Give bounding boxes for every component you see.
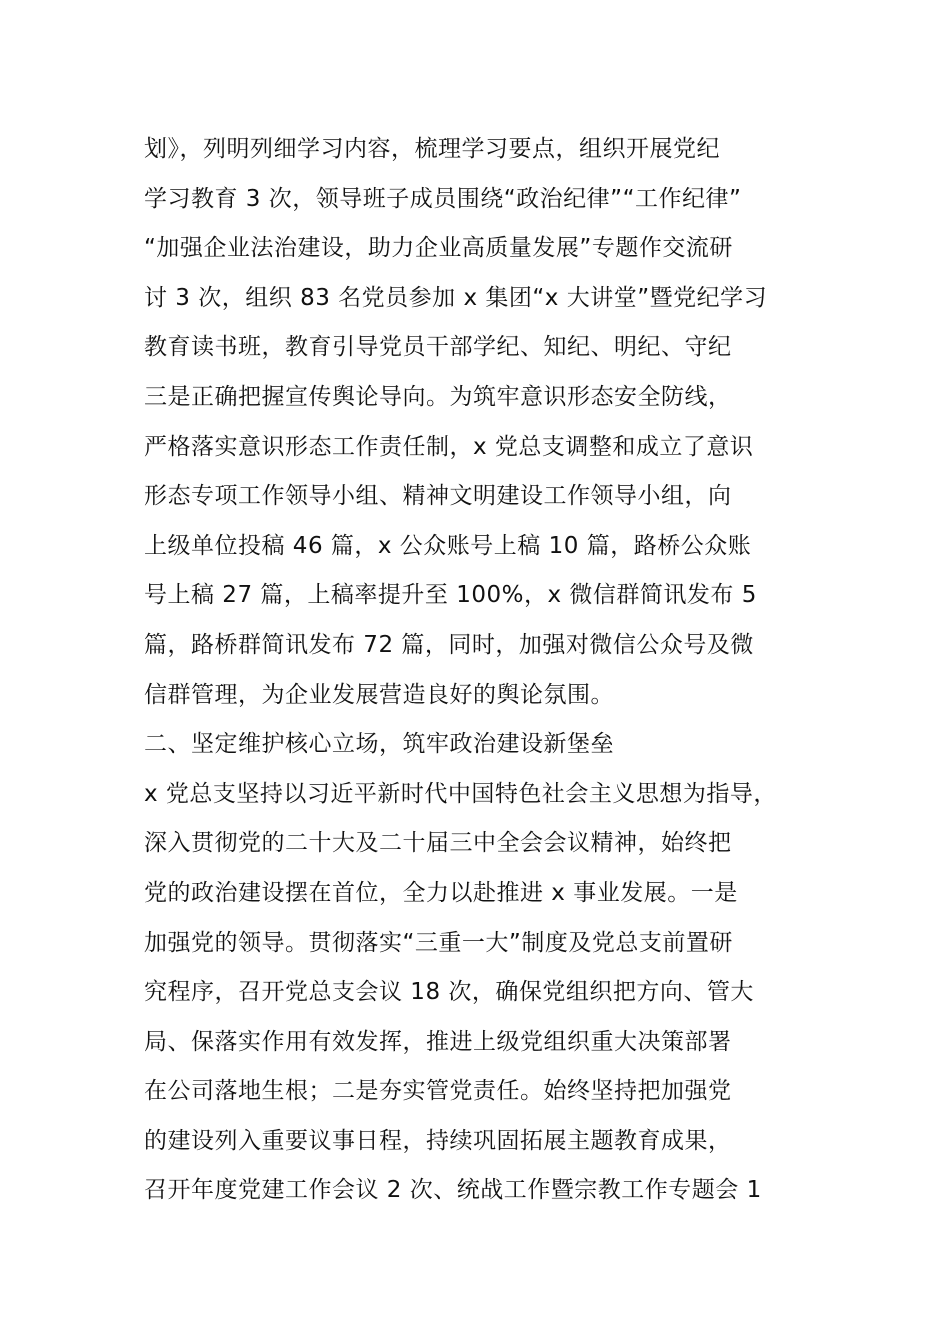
text-line: 学习教育 3 次，领导班子成员围绕“政治纪律”“工作纪律” — [144, 185, 742, 212]
text-line: 召开年度党建工作会议 2 次、统战工作暨宗教工作专题会 1 — [144, 1177, 762, 1204]
text-line: 篇，路桥群简讯发布 72 篇，同时，加强对微信公众号及微 — [144, 631, 754, 658]
text-line: 形态专项工作领导小组、精神文明建设工作领导小组，向 — [144, 483, 732, 510]
document-body — [144, 125, 844, 1216]
text-line: “加强企业法治建设，助力企业高质量发展”专题作交流研 — [144, 235, 733, 262]
text-line: 局、保落实作用有效发挥，推进上级党组织重大决策部署 — [144, 1028, 732, 1055]
section-heading: 二、坚定维护核心立场，筑牢政治建设新堡垒 — [144, 731, 614, 758]
text-line: x 党总支坚持以习近平新时代中国特色社会主义思想为指导， — [144, 780, 777, 807]
text-line: 上级单位投稿 46 篇，x 公众账号上稿 10 篇，路桥公众账 — [144, 532, 752, 559]
text-line: 划》，列明列细学习内容，梳理学习要点，组织开展党纪 — [144, 136, 720, 162]
text-line: 严格落实意识形态工作责任制，x 党总支调整和成立了意识 — [144, 433, 754, 460]
text-line: 三是正确把握宣传舆论导向。为筑牢意识形态安全防线， — [144, 383, 732, 410]
text-line: 深入贯彻党的二十大及二十届三中全会会议精神，始终把 — [144, 830, 732, 857]
text-line: 究程序，召开党总支会议 18 次，确保党组织把方向、管大 — [144, 979, 754, 1006]
text-line: 的建设列入重要议事日程，持续巩固拓展主题教育成果， — [144, 1127, 732, 1154]
text-line: 信群管理，为企业发展营造良好的舆论氛围。 — [144, 681, 614, 708]
text-line: 号上稿 27 篇，上稿率提升至 100%，x 微信群简讯发布 5 — [144, 582, 757, 609]
text-line: 加强党的领导。贯彻落实“三重一大”制度及党总支前置研 — [144, 929, 733, 956]
text-line: 党的政治建设摆在首位，全力以赴推进 x 事业发展。一是 — [144, 879, 738, 906]
text-line: 讨 3 次，组织 83 名党员参加 x 集团“x 大讲堂”暨党纪学习 — [144, 284, 768, 311]
text-line: 教育读书班，教育引导党员干部学纪、知纪、明纪、守纪 — [144, 334, 732, 361]
text-line: 在公司落地生根；二是夯实管党责任。始终坚持把加强党 — [144, 1078, 732, 1105]
